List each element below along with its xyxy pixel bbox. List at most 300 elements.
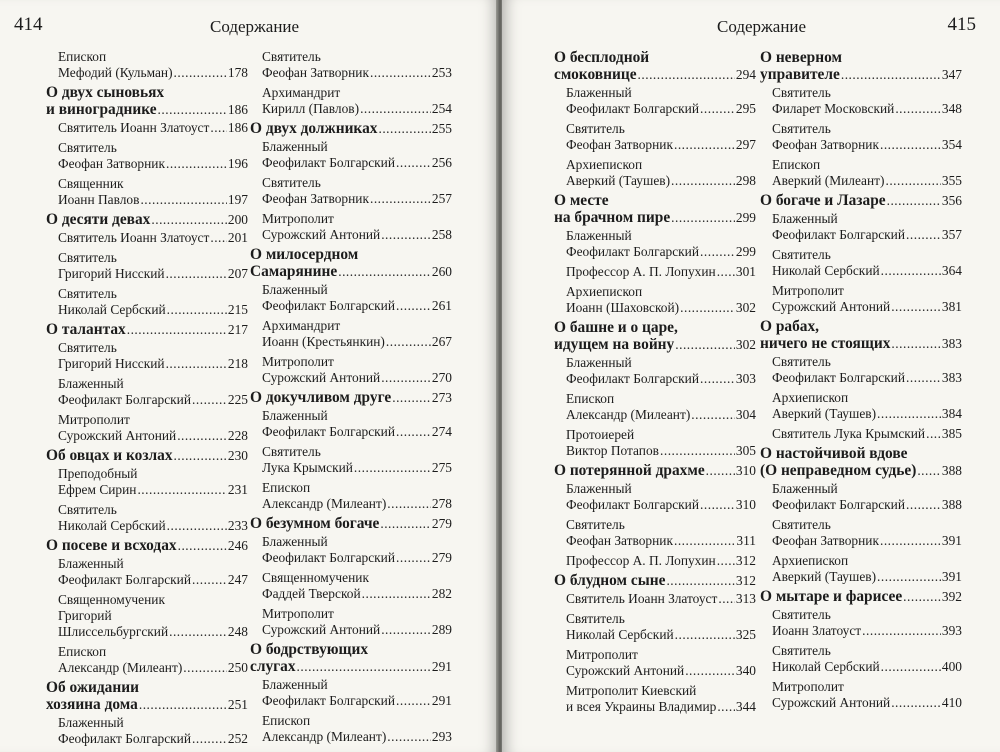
dot-leader — [192, 392, 227, 408]
dot-leader — [381, 622, 431, 638]
dot-leader — [370, 191, 431, 207]
section-title-line: Об ожидании — [46, 679, 139, 696]
section-title: (О неправедном судье) — [760, 462, 917, 479]
page-reference: 304 — [735, 407, 756, 422]
entry-name: Феофан Затворник — [566, 533, 673, 548]
toc-entry — [554, 647, 756, 679]
dot-leader — [396, 693, 431, 709]
toc-entry — [250, 570, 452, 602]
page-reference: 253 — [431, 65, 452, 80]
entry-name: Сурожский Антоний — [262, 227, 381, 242]
section-title: идущем на войну — [554, 336, 675, 353]
toc-entry — [760, 85, 962, 117]
toc-entry — [554, 481, 756, 513]
toc-line — [262, 334, 452, 350]
page-reference: 354 — [941, 137, 962, 152]
toc-line — [262, 460, 452, 476]
page-reference: 196 — [227, 156, 248, 171]
page-reference: 383 — [941, 370, 962, 385]
toc-entry — [760, 607, 962, 639]
page-reference: 247 — [227, 572, 248, 587]
entry-name: Феофилакт Болгарский — [262, 693, 396, 708]
page-reference: 400 — [941, 659, 962, 674]
entry-rank: Блаженный — [58, 715, 124, 730]
page-reference: 312 — [735, 553, 756, 568]
toc-line — [566, 173, 756, 189]
entry-rank: Святитель — [772, 643, 831, 658]
toc-line — [250, 389, 452, 406]
toc-section — [250, 246, 452, 280]
section-title: О потерянной драхме — [554, 462, 705, 479]
entry-rank: Епископ — [566, 391, 615, 406]
toc-entry — [760, 121, 962, 153]
dot-leader — [370, 65, 431, 81]
toc-line — [772, 695, 962, 711]
toc-line — [262, 298, 452, 314]
toc-line — [566, 407, 756, 423]
entry-name: Иоанн Павлов — [58, 192, 140, 207]
entry-name: Сурожский Антоний — [262, 370, 381, 385]
entry-name: Александр (Милеант) — [262, 729, 387, 744]
page-reference: 207 — [227, 266, 248, 281]
toc-line — [58, 572, 248, 588]
entry-rank: Блаженный — [58, 376, 124, 391]
entry-name: Николай Сербский — [772, 263, 880, 278]
toc-line — [262, 622, 452, 638]
dot-leader — [877, 406, 941, 422]
toc-entry — [554, 157, 756, 189]
entry-rank: Архиепископ — [772, 390, 849, 405]
section-title-line: О рабах, — [760, 318, 820, 335]
entry-name: Александр (Милеант) — [262, 496, 387, 511]
page-reference: 255 — [431, 121, 452, 136]
dot-leader — [192, 731, 227, 747]
toc-line — [566, 264, 756, 280]
page-reference: 215 — [227, 302, 248, 317]
page-reference: 302 — [735, 300, 756, 315]
toc-line — [262, 370, 452, 386]
page-reference: 273 — [431, 390, 452, 405]
toc-entry — [554, 591, 756, 607]
entry-name: Святитель Иоанн Златоуст — [58, 230, 210, 245]
toc-line — [58, 230, 248, 246]
entry-rank: Митрополит — [772, 283, 844, 298]
page-reference: 299 — [735, 244, 756, 259]
entry-rank: Святитель — [566, 611, 625, 626]
section-title: ничего не стоящих — [760, 335, 891, 352]
entry-name: Феофан Затворник — [262, 191, 369, 206]
entry-rank: Блаженный — [58, 556, 124, 571]
entry-rank: Священномученик — [262, 570, 369, 585]
toc-column — [46, 49, 248, 747]
section-title: О докучливом друге — [250, 389, 392, 406]
toc-entry — [46, 230, 248, 246]
entry-name: Аверкий (Таушев) — [566, 173, 671, 188]
toc-entry — [554, 611, 756, 643]
toc-line — [250, 263, 452, 280]
dot-leader — [338, 263, 431, 280]
section-title-line: О настойчивой вдове — [760, 445, 908, 462]
toc-line — [566, 137, 756, 153]
right-page-header — [502, 14, 1000, 38]
entry-rank: Митрополит — [58, 412, 130, 427]
toc-line — [772, 263, 962, 279]
page-reference: 410 — [941, 695, 962, 710]
toc-entry — [760, 517, 962, 549]
section-title: О блудном сыне — [554, 572, 666, 589]
toc-line — [566, 101, 756, 117]
toc-section — [760, 192, 962, 209]
page-reference: 344 — [735, 699, 756, 714]
section-title: О талантах — [46, 321, 126, 338]
dot-leader — [675, 627, 735, 643]
entry-rank: Блаженный — [262, 677, 328, 692]
entry-rank: Святитель — [566, 517, 625, 532]
toc-section — [46, 537, 248, 554]
dot-leader — [666, 572, 734, 589]
dot-leader — [700, 497, 735, 513]
page-reference: 217 — [227, 322, 248, 337]
toc-line — [58, 192, 248, 208]
entry-name: Николай Сербский — [58, 302, 166, 317]
dot-leader — [392, 389, 431, 406]
toc-line — [46, 696, 248, 713]
entry-name: Виктор Потапов — [566, 443, 659, 458]
toc-entry — [554, 517, 756, 549]
entry-rank: Архимандрит — [262, 318, 341, 333]
toc-entry — [554, 427, 756, 459]
entry-rank: Блаженный — [772, 211, 838, 226]
entry-name: Сурожский Антоний — [772, 299, 891, 314]
toc-section — [760, 588, 962, 605]
page-reference: 364 — [941, 263, 962, 278]
entry-rank: Святитель — [58, 502, 117, 517]
dot-leader — [380, 515, 431, 532]
entry-name: Феофан Затворник — [566, 137, 673, 152]
dot-leader — [396, 155, 431, 171]
toc-entry — [760, 481, 962, 513]
entry-rank: Святитель — [772, 121, 831, 136]
toc-entry — [250, 175, 452, 207]
entry-rank: Святитель — [772, 85, 831, 100]
toc-line — [566, 663, 756, 679]
entry-name: Александр (Милеант) — [58, 660, 183, 675]
page-reference: 246 — [227, 538, 248, 553]
toc-section — [250, 641, 452, 675]
toc-line — [262, 693, 452, 709]
page-reference: 325 — [735, 627, 756, 642]
page-reference: 250 — [227, 660, 248, 675]
toc-entry — [760, 679, 962, 711]
dot-leader — [137, 482, 226, 498]
entry-rank: Митрополит — [262, 211, 334, 226]
toc-line — [554, 66, 756, 83]
entry-name: Святитель Иоанн Златоуст — [566, 591, 718, 606]
dot-leader — [127, 321, 227, 338]
entry-name: Аверкий (Милеант) — [772, 173, 885, 188]
page-reference: 274 — [431, 424, 452, 439]
dot-leader — [396, 424, 431, 440]
entry-rank: Архимандрит — [262, 85, 341, 100]
toc-entry — [250, 534, 452, 566]
toc-section — [250, 120, 452, 137]
page-reference: 348 — [941, 101, 962, 116]
toc-line — [566, 533, 756, 549]
entry-name: Николай Сербский — [772, 659, 880, 674]
section-title-line: О милосердном — [250, 246, 359, 263]
dot-leader — [381, 370, 431, 386]
dot-leader — [717, 264, 735, 280]
section-title: О богаче и Лазаре — [760, 192, 886, 209]
entry-rank: Святитель — [566, 121, 625, 136]
toc-line — [58, 266, 248, 282]
page-reference: 291 — [431, 693, 452, 708]
entry-rank: Епископ — [772, 157, 821, 172]
dot-leader — [362, 586, 431, 602]
dot-leader — [685, 663, 735, 679]
toc-line — [46, 211, 248, 228]
toc-entry — [250, 139, 452, 171]
dot-leader — [139, 696, 227, 713]
toc-entry — [250, 713, 452, 745]
page-reference: 313 — [735, 591, 756, 606]
toc-line — [772, 497, 962, 513]
toc-entry — [250, 282, 452, 314]
page-reference: 197 — [227, 192, 248, 207]
toc-line — [58, 518, 248, 534]
entry-rank: Святитель — [772, 517, 831, 532]
toc-section — [554, 319, 756, 353]
dot-leader — [396, 298, 431, 314]
toc-line — [262, 550, 452, 566]
toc-line — [58, 120, 248, 136]
toc-line — [46, 321, 248, 338]
toc-section — [46, 321, 248, 338]
entry-rank: Митрополит Киевский — [566, 683, 697, 698]
dot-leader — [671, 209, 735, 226]
toc-line — [262, 155, 452, 171]
toc-line — [58, 356, 248, 372]
entry-rank: Святитель — [58, 286, 117, 301]
entry-name: Феофилакт Болгарский — [772, 227, 906, 242]
dot-leader — [700, 371, 735, 387]
toc-entry — [46, 176, 248, 208]
toc-entry — [46, 376, 248, 408]
entry-name: Сурожский Антоний — [772, 695, 891, 710]
entry-name: Ефрем Сирин — [58, 482, 137, 497]
entry-name: Александр (Милеант) — [566, 407, 691, 422]
entry-rank: Протоиерей — [566, 427, 635, 442]
entry-rank: Святитель — [262, 175, 321, 190]
entry-name: Феофилакт Болгарский — [58, 572, 192, 587]
toc-entry — [760, 247, 962, 279]
entry-name: Николай Сербский — [566, 627, 674, 642]
page-reference: 256 — [431, 155, 452, 170]
page-reference: 392 — [941, 589, 962, 604]
page-reference: 261 — [431, 298, 452, 313]
dot-leader — [174, 65, 227, 81]
dot-leader — [166, 266, 227, 282]
page-reference: 385 — [941, 426, 962, 441]
page-reference: 357 — [941, 227, 962, 242]
toc-line — [58, 65, 248, 81]
toc-entry — [46, 120, 248, 136]
section-title-line: О месте — [554, 192, 609, 209]
dot-leader — [891, 695, 941, 711]
toc-line — [772, 569, 962, 585]
page-reference: 297 — [735, 137, 756, 152]
entry-rank: Митрополит — [772, 679, 844, 694]
page-reference: 381 — [941, 299, 962, 314]
entry-rank: Святитель — [58, 340, 117, 355]
section-title: хозяина дома — [46, 696, 138, 713]
page-reference: 186 — [227, 120, 248, 135]
page-reference: 178 — [227, 65, 248, 80]
page-reference: 293 — [431, 729, 452, 744]
entry-name: Иоанн (Крестьянкин) — [262, 334, 385, 349]
dot-leader — [167, 302, 227, 318]
entry-rank: Святитель — [772, 607, 831, 622]
toc-line — [566, 300, 756, 316]
toc-line — [566, 699, 756, 715]
section-title: О двух должниках — [250, 120, 378, 137]
dot-leader — [166, 356, 227, 372]
page-reference: 310 — [735, 497, 756, 512]
page-reference: 254 — [431, 101, 452, 116]
entry-name: Филарет Московский — [772, 101, 895, 116]
toc-line — [566, 627, 756, 643]
toc-line — [46, 537, 248, 554]
page-reference: 279 — [431, 550, 452, 565]
page-reference: 186 — [227, 102, 248, 117]
toc-line — [58, 302, 248, 318]
dot-leader — [880, 533, 941, 549]
dot-leader — [674, 137, 735, 153]
dot-leader — [895, 101, 941, 117]
page-reference: 312 — [735, 573, 756, 588]
entry-name: Григорий Нисский — [58, 266, 165, 281]
toc-entry — [250, 444, 452, 476]
entry-name: Феофилакт Болгарский — [58, 392, 192, 407]
toc-entry — [554, 355, 756, 387]
toc-line — [566, 443, 756, 459]
entry-name: Сурожский Антоний — [262, 622, 381, 637]
toc-entry — [554, 121, 756, 153]
toc-entry — [250, 408, 452, 440]
page-reference: 299 — [735, 210, 756, 225]
toc-line — [772, 623, 962, 639]
dot-leader — [158, 101, 227, 118]
page-reference: 383 — [941, 336, 962, 351]
dot-leader — [906, 227, 941, 243]
toc-section — [760, 318, 962, 352]
dot-leader — [718, 591, 735, 607]
right-page-number: 415 — [947, 14, 976, 35]
entry-rank: Епископ — [262, 480, 311, 495]
toc-section — [46, 211, 248, 228]
section-title: Самарянине — [250, 263, 338, 280]
entry-name: Сурожский Антоний — [566, 663, 685, 678]
page-reference: 230 — [227, 448, 248, 463]
toc-entry — [46, 412, 248, 444]
page-reference: 200 — [227, 212, 248, 227]
toc-line — [58, 156, 248, 172]
toc-line — [566, 244, 756, 260]
section-title: О мытаре и фарисее — [760, 588, 903, 605]
dot-leader — [717, 553, 735, 569]
toc-entry — [46, 340, 248, 372]
page-reference: 384 — [941, 406, 962, 421]
entry-rank: Блаженный — [566, 228, 632, 243]
dot-leader — [354, 460, 431, 476]
page-reference: 260 — [431, 264, 452, 279]
entry-name: Святитель Лука Крымский — [772, 426, 926, 441]
toc-section — [554, 192, 756, 226]
dot-leader — [862, 623, 941, 639]
toc-entry — [760, 426, 962, 442]
toc-line — [772, 101, 962, 117]
dot-leader — [881, 263, 941, 279]
dot-leader — [691, 407, 735, 423]
toc-entry — [250, 480, 452, 512]
toc-line — [262, 191, 452, 207]
page-reference: 201 — [227, 230, 248, 245]
page-reference: 393 — [941, 623, 962, 638]
page-reference: 267 — [431, 334, 452, 349]
page-reference: 388 — [941, 463, 962, 478]
dot-leader — [881, 659, 941, 675]
page-reference: 310 — [735, 463, 756, 478]
page-reference: 391 — [941, 569, 962, 584]
toc-entry — [760, 211, 962, 243]
entry-rank: Григорий — [58, 608, 112, 623]
toc-line — [262, 227, 452, 243]
section-title: Об овцах и козлах — [46, 447, 173, 464]
entry-rank: Святитель — [772, 247, 831, 262]
dot-leader — [877, 569, 941, 585]
entry-rank: Святитель — [58, 250, 117, 265]
dot-leader — [903, 588, 941, 605]
page-reference: 228 — [227, 428, 248, 443]
toc-line — [250, 515, 452, 532]
entry-name: Феофан Затворник — [58, 156, 165, 171]
entry-rank: Блаженный — [566, 355, 632, 370]
dot-leader — [210, 120, 227, 136]
toc-section — [46, 447, 248, 464]
section-title-line: О башне и о царе, — [554, 319, 678, 336]
toc-entry — [250, 49, 452, 81]
toc-entry — [46, 556, 248, 588]
dot-leader — [680, 300, 735, 316]
left-running-title: Содержание — [210, 17, 300, 36]
entry-name: Кирилл (Павлов) — [262, 101, 360, 116]
entry-rank: Преподобный — [58, 466, 138, 481]
toc-entry — [554, 284, 756, 316]
section-title: О десяти девах — [46, 211, 151, 228]
toc-section — [46, 679, 248, 713]
toc-entry — [760, 157, 962, 189]
toc-line — [772, 370, 962, 386]
toc-line — [46, 101, 248, 118]
dot-leader — [885, 173, 940, 189]
toc-entry — [46, 286, 248, 318]
toc-entry — [554, 683, 756, 715]
entry-name: Феофилакт Болгарский — [566, 371, 700, 386]
page-reference: 248 — [227, 624, 248, 639]
dot-leader — [210, 230, 227, 246]
entry-rank: Епископ — [58, 644, 107, 659]
entry-name: Лука Крымский — [262, 460, 353, 475]
